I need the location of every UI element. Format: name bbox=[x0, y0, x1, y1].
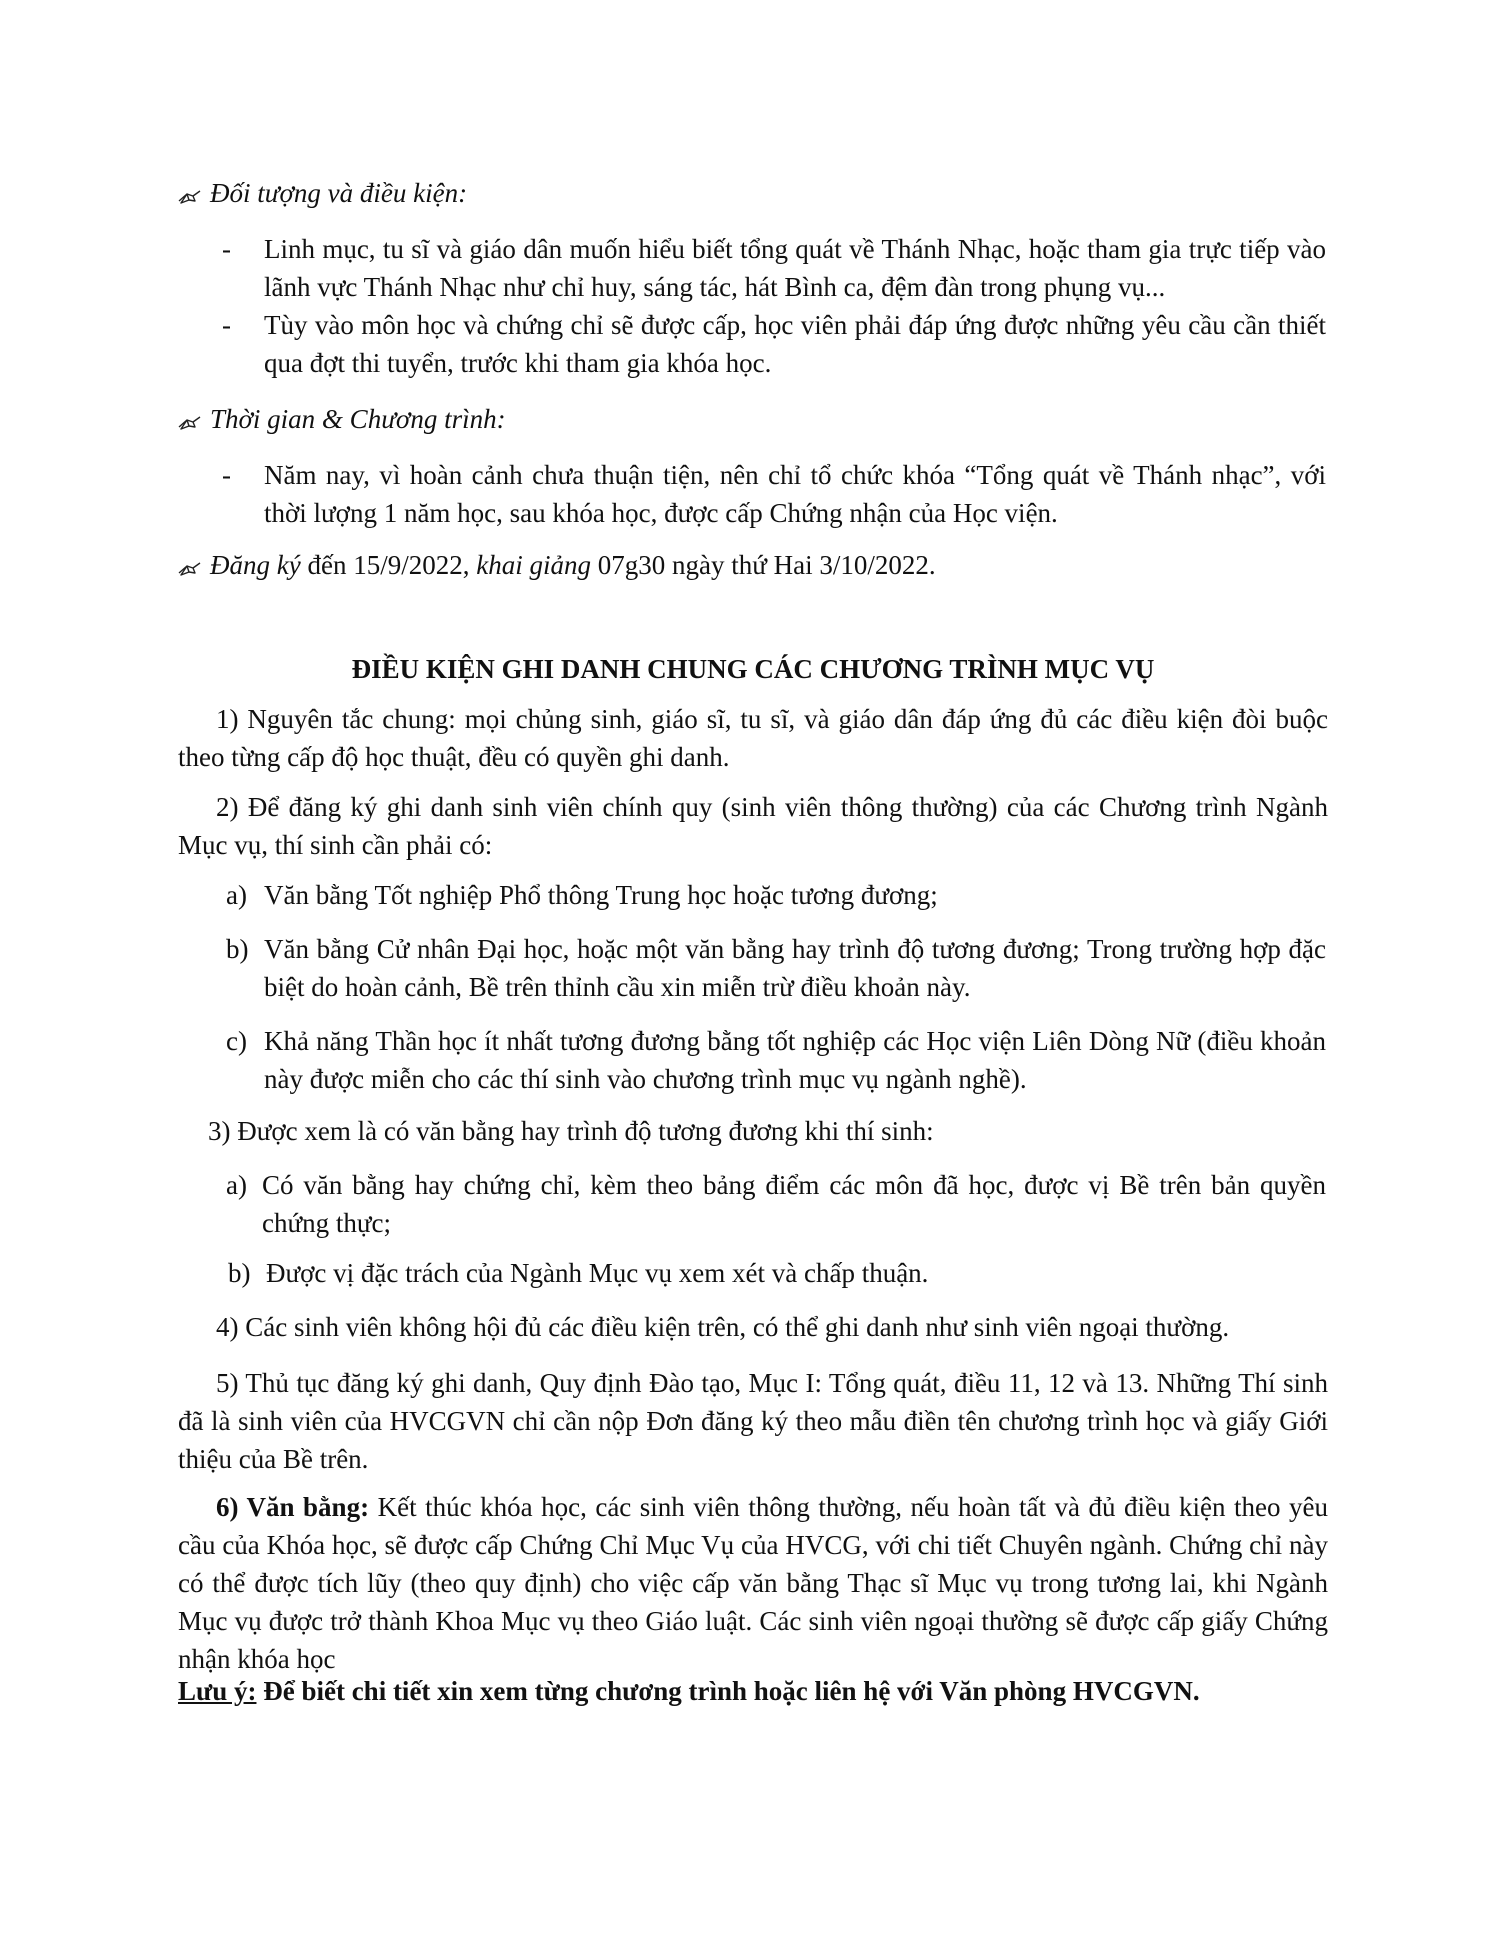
bullet-dash: - bbox=[222, 460, 231, 490]
conditions-p2a: Văn bằng Tốt nghiệp Phổ thông Trung học hoặc tương đương; bbox=[264, 880, 938, 910]
section-target-heading bbox=[178, 174, 1328, 212]
conditions-p1: 1) Nguyên tắc chung: mọi chủng sinh, giáo sĩ, tu sĩ, và giáo dân đáp ứng đủ các điều kiện đòi buộc theo từng cấp độ học thuật, đều có quyền ghi danh. bbox=[178, 704, 1328, 772]
conditions-p3a: Có văn bằng hay chứng chỉ, kèm theo bảng điểm các môn đã học, được vị Bề trên bản quyền chứng thực; bbox=[262, 1170, 1326, 1238]
time-item-1: Năm nay, vì hoàn cảnh chưa thuận tiện, nên chỉ tổ chức khóa “Tổng quát về Thánh nhạc”, với thời lượng 1 năm học, sau khóa học, được cấp Chứng nhận của Học viện. bbox=[264, 460, 1326, 528]
section-time-label: Thời gian & Chương trình: bbox=[210, 404, 506, 434]
register-deadline: đến 15/9/2022, bbox=[300, 550, 477, 580]
section-time-heading bbox=[178, 400, 1328, 438]
target-item-1: Linh mục, tu sĩ và giáo dân muốn hiểu biết tổng quát về Thánh Nhạc, hoặc tham gia trực tiếp vào lãnh vực Thánh Nhạc như chỉ huy, sáng tác, hát Bình ca, đệm đàn trong phụng vụ... bbox=[264, 234, 1326, 302]
conditions-p2: 2) Để đăng ký ghi danh sinh viên chính quy (sinh viên thông thường) của các Chương trình Ngành Mục vụ, thí sinh cần phải có: bbox=[178, 792, 1328, 860]
conditions-title: ĐIỀU KIỆN GHI DANH CHUNG CÁC CHƯƠNG TRÌNH MỤC VỤ bbox=[351, 654, 1155, 684]
p2c-marker: c) bbox=[226, 1026, 247, 1056]
p3a-marker: a) bbox=[226, 1170, 247, 1200]
writing-hand-icon bbox=[178, 559, 204, 577]
opening-label: khai giảng bbox=[476, 550, 591, 580]
conditions-p3b: Được vị đặc trách của Ngành Mục vụ xem xét và chấp thuận. bbox=[266, 1258, 929, 1288]
p3b-marker: b) bbox=[228, 1258, 251, 1288]
writing-hand-icon bbox=[178, 187, 204, 205]
opening-date: 07g30 ngày thứ Hai 3/10/2022. bbox=[590, 550, 936, 580]
p6-label: 6) Văn bằng: bbox=[216, 1492, 370, 1522]
bullet-dash: - bbox=[222, 234, 231, 264]
conditions-p4: 4) Các sinh viên không hội đủ các điều kiện trên, có thể ghi danh như sinh viên ngoại thường. bbox=[216, 1312, 1230, 1342]
note-line bbox=[178, 1672, 1328, 1710]
p2b-marker: b) bbox=[226, 934, 249, 964]
section-target-label: Đối tượng và điều kiện: bbox=[210, 178, 468, 208]
note-label: Lưu ý: bbox=[178, 1676, 257, 1706]
note-text: Để biết chi tiết xin xem từng chương trình hoặc liên hệ với Văn phòng HVCGVN. bbox=[256, 1676, 1200, 1706]
conditions-p2c: Khả năng Thần học ít nhất tương đương bằng tốt nghiệp các Học viện Liên Dòng Nữ (điều khoản này được miễn cho các thí sinh vào chương trình mục vụ ngành nghề). bbox=[264, 1026, 1326, 1094]
conditions-p2b: Văn bằng Cử nhân Đại học, hoặc một văn bằng hay trình độ tương đương; Trong trường hợp đặc biệt do hoàn cảnh, Bề trên thỉnh cầu xin miễn trừ điều khoản này. bbox=[264, 934, 1326, 1002]
conditions-p3: 3) Được xem là có văn bằng hay trình độ tương đương khi thí sinh: bbox=[208, 1116, 934, 1146]
conditions-p5: 5) Thủ tục đăng ký ghi danh, Quy định Đào tạo, Mục I: Tổng quát, điều 11, 12 và 13. Những Thí sinh đã là sinh viên của HVCGVN chỉ cần nộp Đơn đăng ký theo mẫu điền tên chương trình học và giấy Giới thiệu của Bề trên. bbox=[178, 1368, 1328, 1474]
registration-line bbox=[178, 546, 1328, 584]
bullet-dash: - bbox=[222, 310, 231, 340]
writing-hand-icon bbox=[178, 413, 204, 431]
register-label: Đăng ký bbox=[210, 550, 301, 580]
p6-text: Kết thúc khóa học, các sinh viên thông thường, nếu hoàn tất và đủ điều kiện theo yêu cầu của Khóa học, sẽ được cấp Chứng Chỉ Mục Vụ của HVCG, với chi tiết Chuyên ngành. Chứng chỉ này có thể được tích lũy (theo quy định) cho việc cấp văn bằng Thạc sĩ Mục vụ trong tương lai, khi Ngành Mục vụ được trở thành Khoa Mục vụ theo Giáo luật. Các sinh viên ngoại thường sẽ được cấp giấy Chứng nhận khóa học bbox=[178, 1492, 1328, 1674]
conditions-p6 bbox=[178, 1488, 1328, 1678]
p2a-marker: a) bbox=[226, 880, 247, 910]
target-item-2: Tùy vào môn học và chứng chỉ sẽ được cấp, học viên phải đáp ứng được những yêu cầu cần thiết qua đợt thi tuyển, trước khi tham gia khóa học. bbox=[264, 310, 1326, 378]
